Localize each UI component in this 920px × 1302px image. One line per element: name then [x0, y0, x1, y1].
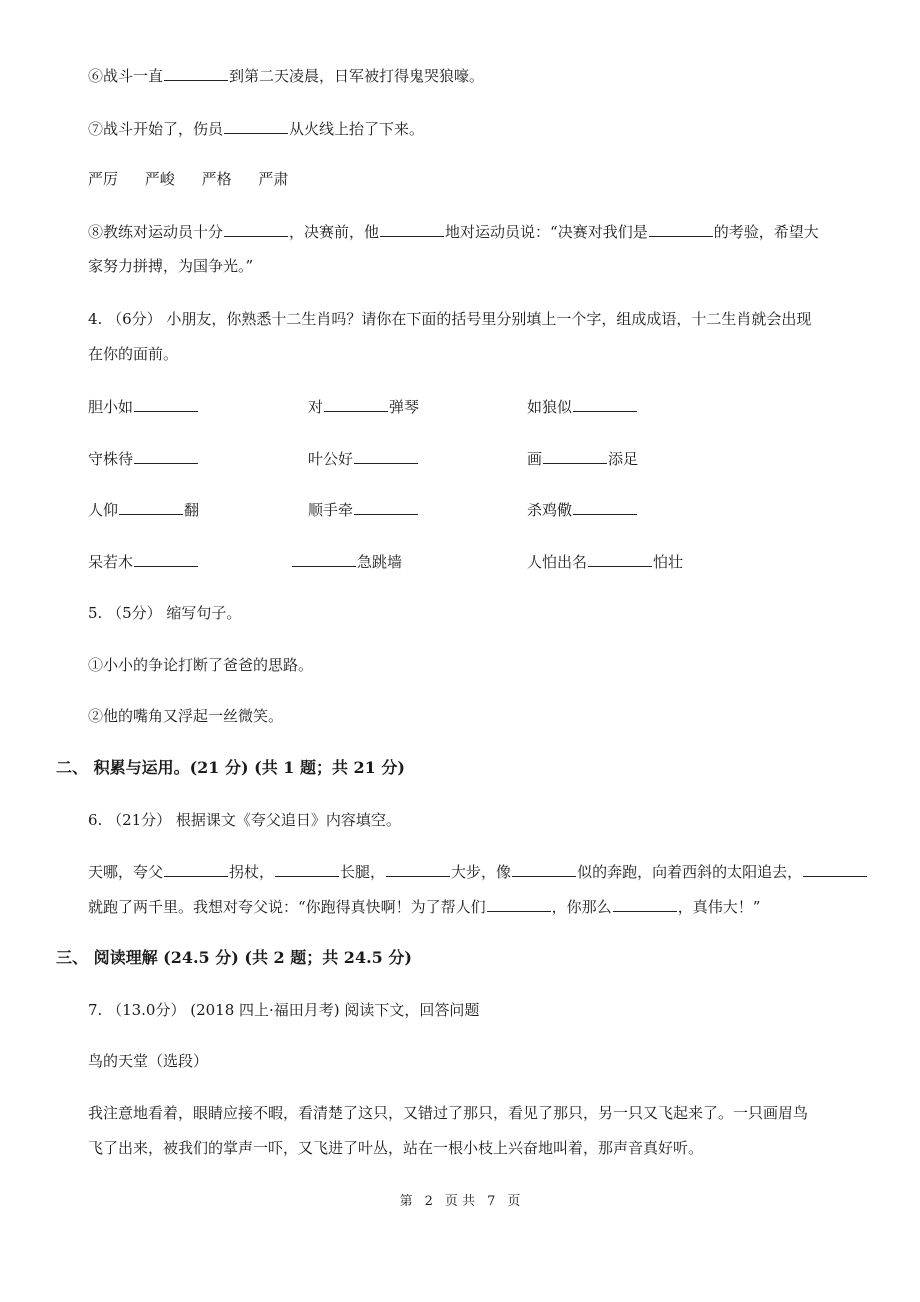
- option-word: 严厉: [88, 170, 119, 188]
- sentence-7: ⑦战斗开始了，伤员 从火线上抬了下来。: [88, 120, 425, 138]
- blank[interactable]: [613, 897, 677, 912]
- blank[interactable]: [512, 862, 576, 877]
- idiom-item: 呆若木: [88, 552, 199, 571]
- sentence-8-cont: 家努力拼搏，为国争光。”: [88, 257, 254, 275]
- sentence-8: ⑧教练对运动员十分 ，决赛前，他 地对运动员说：“决赛对我们是 的考验，希望大: [88, 223, 819, 241]
- blank[interactable]: [119, 500, 183, 515]
- blank[interactable]: [324, 397, 388, 412]
- idiom-item: 急跳墙: [291, 552, 402, 571]
- blank[interactable]: [275, 862, 339, 877]
- q5-sentence-2: ②他的嘴角又浮起一丝微笑。: [88, 707, 284, 725]
- passage-line-2: 飞了出来，被我们的掌声一吓，又飞进了叶丛，站在一根小枝上兴奋地叫着，那声音真好听。: [88, 1139, 704, 1157]
- idiom-item: 人仰 翻: [88, 501, 200, 519]
- option-word: 严肃: [258, 170, 289, 188]
- blank[interactable]: [380, 222, 444, 237]
- blank[interactable]: [224, 119, 288, 134]
- option-word: 严格: [201, 170, 232, 188]
- blank[interactable]: [649, 222, 713, 237]
- blank[interactable]: [134, 397, 198, 412]
- blank[interactable]: [803, 862, 867, 877]
- idiom-item: 对 弹琴: [308, 398, 420, 416]
- question-4-header: 4. （6分） 小朋友，你熟悉十二生肖吗？请你在下面的括号里分别填上一个字，组成成语，十二生肖就会出现: [88, 310, 812, 328]
- idiom-item: 如狼似: [527, 397, 638, 416]
- question-5-header: 5. （5分） 缩写句子。: [88, 604, 242, 622]
- passage-line-1: 我注意地看着，眼睛应接不暇，看清楚了这只，又错过了那只，看见了那只，另一只又飞起来了。一只画眉鸟: [88, 1104, 809, 1122]
- idiom-item: 胆小如: [88, 397, 199, 416]
- idiom-item: 顺手牵: [308, 500, 419, 519]
- word-options: [88, 170, 288, 188]
- blank[interactable]: [354, 449, 418, 464]
- question-6-header: 6. （21分） 根据课文《夸父追日》内容填空。: [88, 811, 401, 829]
- blank[interactable]: [134, 552, 198, 567]
- section-3-title: 三、 阅读理解 (24.5 分) (共 2 题；共 24.5 分): [56, 948, 412, 967]
- blank[interactable]: [588, 552, 652, 567]
- idiom-item: 叶公好: [308, 449, 419, 468]
- page-footer: 第 2 页 共 7 页: [399, 1194, 521, 1209]
- blank[interactable]: [487, 897, 551, 912]
- question-7-header: 7. （13.0分） (2018 四上·福田月考) 阅读下文，回答问题: [88, 1001, 480, 1019]
- idiom-item: 守株待: [88, 449, 199, 468]
- sentence-6: ⑥战斗一直 到第二天凌晨，日军被打得鬼哭狼嚎。: [88, 67, 485, 85]
- passage-title: 鸟的天堂（选段）: [88, 1052, 209, 1070]
- blank[interactable]: [134, 449, 198, 464]
- blank[interactable]: [386, 862, 450, 877]
- blank[interactable]: [573, 397, 637, 412]
- page-number: 2: [424, 1194, 433, 1209]
- blank[interactable]: [543, 449, 607, 464]
- blank[interactable]: [354, 500, 418, 515]
- section-2-title: 二、 积累与运用。(21 分) (共 1 题；共 21 分): [56, 758, 405, 777]
- blank[interactable]: [224, 222, 288, 237]
- blank[interactable]: [164, 862, 228, 877]
- question-4-header-cont: 在你的面前。: [88, 345, 179, 363]
- blank[interactable]: [164, 66, 228, 81]
- idiom-item: 人怕出名 怕壮: [527, 553, 684, 571]
- q5-sentence-1: ①小小的争论打断了爸爸的思路。: [88, 656, 314, 674]
- page-total: 7: [487, 1194, 496, 1209]
- blank[interactable]: [573, 500, 637, 515]
- option-word: 严峻: [144, 170, 175, 188]
- idiom-item: 杀鸡儆: [527, 500, 638, 519]
- blank[interactable]: [292, 552, 356, 567]
- idiom-item: 画 添足: [527, 450, 639, 468]
- q6-line-2: 就跑了两千里。我想对夸父说：“你跑得真快啊！为了帮人们 ，你那么 ，真伟大！”: [88, 898, 761, 916]
- q6-line-1: 天哪，夸父 拐杖， 长腿， 大步，像 似的奔跑，向着西斜的太阳追去，: [88, 862, 868, 881]
